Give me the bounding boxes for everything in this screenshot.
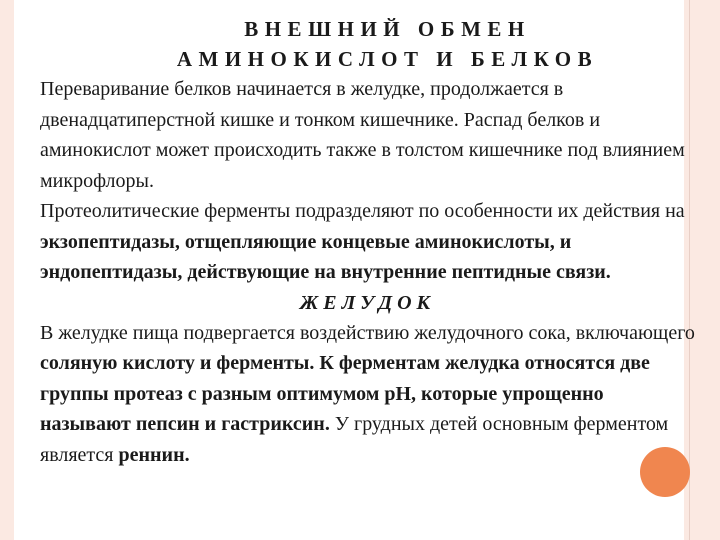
title-line-2: АМИНОКИСЛОТ И БЕЛКОВ <box>176 47 599 71</box>
left-border-decoration <box>0 0 14 540</box>
section-heading-stomach: ЖЕЛУДОК <box>299 291 436 314</box>
slide-content <box>40 14 695 470</box>
paragraph-enzymes-bold: экзопептидазы, отщепляющие концевые аминокислоты, и эндопептидазы, действующие на внутренние пептидные связи. <box>40 230 611 283</box>
paragraph-stomach-bold-2: реннин. <box>118 443 190 466</box>
orange-circle-decoration <box>640 447 690 497</box>
paragraph-digestion: Переваривание белков начинается в желудке, продолжается в двенадцатиперстной кишке и тонком кишечнике. Распад белков и аминокислот может происходить также в толстом кишечнике под влиянием микрофлоры. <box>40 78 685 192</box>
paragraph-stomach-middle: У грудных детей основным ферментом является <box>40 413 669 466</box>
title-line-1: ВНЕШНИЙ ОБМЕН <box>244 17 531 41</box>
paragraph-stomach-prefix: В желудке пища подвергается воздействию желудочного сока, включающего <box>40 321 695 344</box>
paragraph-stomach <box>40 318 695 471</box>
paragraph-enzymes-prefix: Протеолитические ферменты подразделяют по особенности их действия на <box>40 200 685 222</box>
paragraph-stomach-bold-1: соляную кислоту и ферменты. К ферментам желудка относятся две группы протеаз с разным оптимумом рН, которые упрощенно называют пепсин и гастриксин. <box>40 352 650 435</box>
paragraph-enzymes <box>40 196 695 288</box>
slide-title <box>80 14 695 74</box>
